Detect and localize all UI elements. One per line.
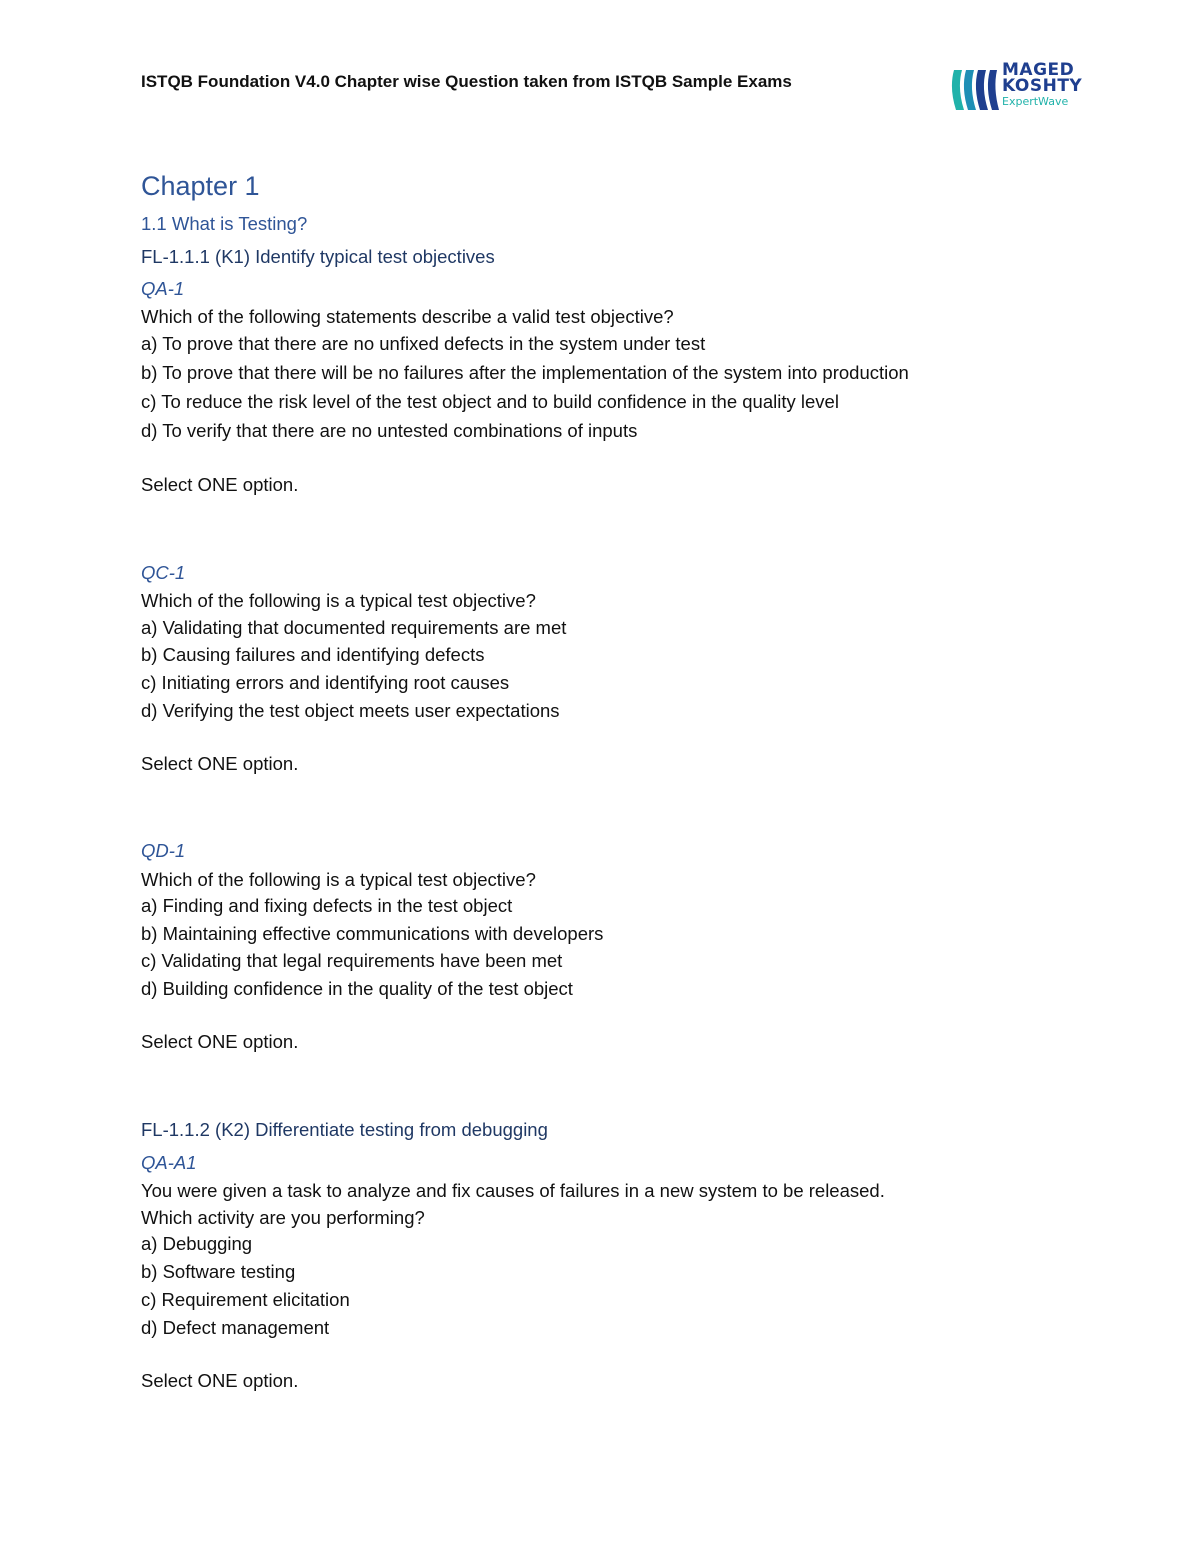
answer-option: b) To prove that there will be no failures after the implementation of the system into production <box>141 362 909 383</box>
question-id: QC-1 <box>141 562 186 583</box>
section-heading: 1.1 What is Testing? <box>141 213 308 234</box>
answer-option: a) Validating that documented requirements are met <box>141 617 567 638</box>
learning-objective-heading: FL-1.1.2 (K2) Differentiate testing from debugging <box>141 1119 548 1140</box>
logo-mark-icon <box>950 62 1000 114</box>
answer-option: c) Initiating errors and identifying root causes <box>141 672 510 693</box>
brand-logo <box>950 60 1083 114</box>
answer-option: d) Building confidence in the quality of the test object <box>141 978 573 999</box>
page-header-title: ISTQB Foundation V4.0 Chapter wise Question taken from ISTQB Sample Exams <box>141 72 792 91</box>
answer-option: d) Defect management <box>141 1317 330 1338</box>
answer-option: a) To prove that there are no unfixed defects in the system under test <box>141 333 706 354</box>
question-text: Which activity are you performing? <box>141 1207 425 1228</box>
answer-option: a) Finding and fixing defects in the test object <box>141 895 513 916</box>
select-instruction: Select ONE option. <box>141 1031 299 1052</box>
logo-line-1: MAGED <box>1002 60 1075 80</box>
answer-option: b) Software testing <box>141 1261 296 1282</box>
answer-option: c) Requirement elicitation <box>141 1289 350 1310</box>
answer-option: d) Verifying the test object meets user expectations <box>141 700 560 721</box>
answer-option: d) To verify that there are no untested combinations of inputs <box>141 420 638 441</box>
question-id: QA-A1 <box>141 1152 197 1173</box>
chapter-heading: Chapter 1 <box>141 171 260 201</box>
select-instruction: Select ONE option. <box>141 1370 299 1391</box>
learning-objective-heading: FL-1.1.1 (K1) Identify typical test objectives <box>141 246 495 267</box>
question-text: Which of the following is a typical test objective? <box>141 590 536 611</box>
answer-option: c) Validating that legal requirements have been met <box>141 950 563 971</box>
select-instruction: Select ONE option. <box>141 474 299 495</box>
logo-line-2: KOSHTY <box>1002 76 1083 96</box>
answer-option: b) Maintaining effective communications with developers <box>141 923 604 944</box>
select-instruction: Select ONE option. <box>141 753 299 774</box>
answer-option: b) Causing failures and identifying defects <box>141 644 485 665</box>
answer-option: c) To reduce the risk level of the test object and to build confidence in the quality level <box>141 391 839 412</box>
question-id: QD-1 <box>141 840 186 861</box>
question-text: Which of the following is a typical test objective? <box>141 869 536 890</box>
answer-option: a) Debugging <box>141 1233 253 1254</box>
question-text: You were given a task to analyze and fix causes of failures in a new system to be released. <box>141 1180 885 1201</box>
logo-line-3: ExpertWave <box>1002 95 1069 108</box>
question-text: Which of the following statements describe a valid test objective? <box>141 306 674 327</box>
question-id: QA-1 <box>141 278 185 299</box>
